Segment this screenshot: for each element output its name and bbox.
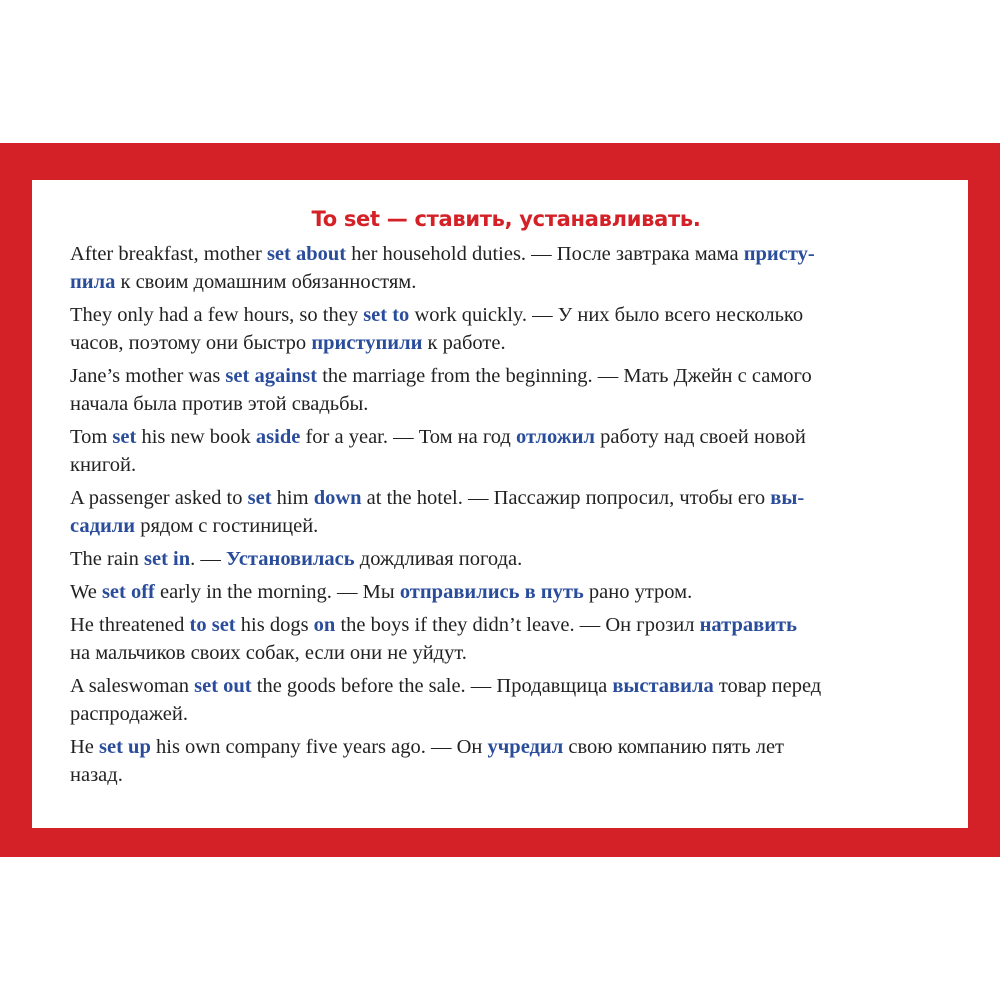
sentence-text: the goods before the sale. — Продавщица [251, 675, 613, 697]
sentence-text: часов, поэтому они быстро [70, 332, 312, 354]
sentence-text: the marriage from the beginning. — Мать Джейн с самого [317, 365, 812, 387]
example-entry [70, 733, 942, 789]
sentence-text: начала была против этой свадьбы. [70, 393, 369, 415]
sentence-text: him [271, 487, 314, 509]
sentence-text: his new book [136, 426, 256, 448]
sentence-text: for a year. — Том на год [300, 426, 516, 448]
example-entry [70, 672, 942, 728]
example-entry [70, 362, 942, 418]
example-entry [70, 484, 942, 540]
sentence-text: work quickly. — У них было всего несколько [409, 304, 804, 326]
highlighted-phrase: set against [225, 365, 318, 387]
highlighted-phrase: приступили [311, 332, 423, 354]
highlighted-phrase: set off [101, 581, 155, 603]
highlighted-phrase: Установилась [226, 548, 355, 570]
sentence-text: . — [190, 548, 226, 570]
highlighted-phrase: set in [144, 548, 191, 570]
sentence-text: книгой. [70, 454, 137, 476]
sentence-text: his own company five years ago. — Он [150, 736, 488, 758]
sentence-text: товар перед [713, 675, 822, 697]
highlighted-phrase: set [247, 487, 272, 509]
example-entry [70, 545, 942, 573]
sentence-text: The rain [70, 548, 144, 570]
highlighted-phrase: set out [194, 675, 252, 697]
highlighted-phrase: выставила [612, 675, 714, 697]
sentence-text: к своим домашним обязанностям. [115, 271, 417, 293]
sentence-text: рядом с гостиницей. [135, 515, 319, 537]
sentence-text: the boys if they didn’t leave. — Он грозил [335, 614, 700, 636]
sentence-text: A passenger asked to [70, 487, 248, 509]
sentence-text: Tom [70, 426, 113, 448]
highlighted-phrase: down [313, 487, 362, 509]
highlighted-phrase: отправились в путь [399, 581, 584, 603]
sentence-text: his dogs [235, 614, 314, 636]
highlighted-phrase: присту- [743, 243, 815, 265]
highlighted-phrase: to set [189, 614, 236, 636]
example-entry [70, 578, 942, 606]
sentence-text: A saleswoman [70, 675, 195, 697]
highlighted-phrase: садили [70, 515, 136, 537]
sentence-text: her household duties. — После завтрака мама [346, 243, 744, 265]
sentence-text: распродажей. [70, 703, 188, 725]
example-entry [70, 240, 942, 296]
sentence-text: на мальчиков своих собак, если они не уйдут. [70, 642, 467, 664]
highlighted-phrase: отложил [515, 426, 595, 448]
example-list [70, 240, 942, 789]
example-entry [70, 301, 942, 357]
sentence-text: дождливая погода. [354, 548, 523, 570]
highlighted-phrase: on [313, 614, 336, 636]
example-entry [70, 423, 942, 479]
highlighted-phrase: натравить [699, 614, 797, 636]
sentence-text: Jane’s mother was [70, 365, 226, 387]
example-entry [70, 611, 942, 667]
sentence-text: After breakfast, mother [70, 243, 267, 265]
highlighted-phrase: aside [255, 426, 301, 448]
sentence-text: свою компанию пять лет [563, 736, 785, 758]
sentence-text: They only had a few hours, so they [70, 304, 364, 326]
sentence-text: назад. [70, 764, 123, 786]
sentence-text: к работе. [422, 332, 506, 354]
highlighted-phrase: учредил [487, 736, 564, 758]
sentence-text: He [70, 736, 100, 758]
highlighted-phrase: пила [70, 271, 116, 293]
sentence-text: We [70, 581, 102, 603]
highlighted-phrase: set to [363, 304, 410, 326]
card-title: To set — ставить, устанавливать. [311, 207, 701, 231]
sentence-text: He threatened [70, 614, 190, 636]
sentence-text: at the hotel. — Пассажир попросил, чтобы его [361, 487, 771, 509]
sentence-text: early in the morning. — Мы [154, 581, 400, 603]
highlighted-phrase: set [112, 426, 137, 448]
phrasal-verb-card [32, 180, 968, 828]
highlighted-phrase: вы- [770, 487, 805, 509]
sentence-text: рано утром. [583, 581, 693, 603]
highlighted-phrase: set about [266, 243, 347, 265]
highlighted-phrase: set up [99, 736, 151, 758]
sentence-text: работу над своей новой [594, 426, 806, 448]
